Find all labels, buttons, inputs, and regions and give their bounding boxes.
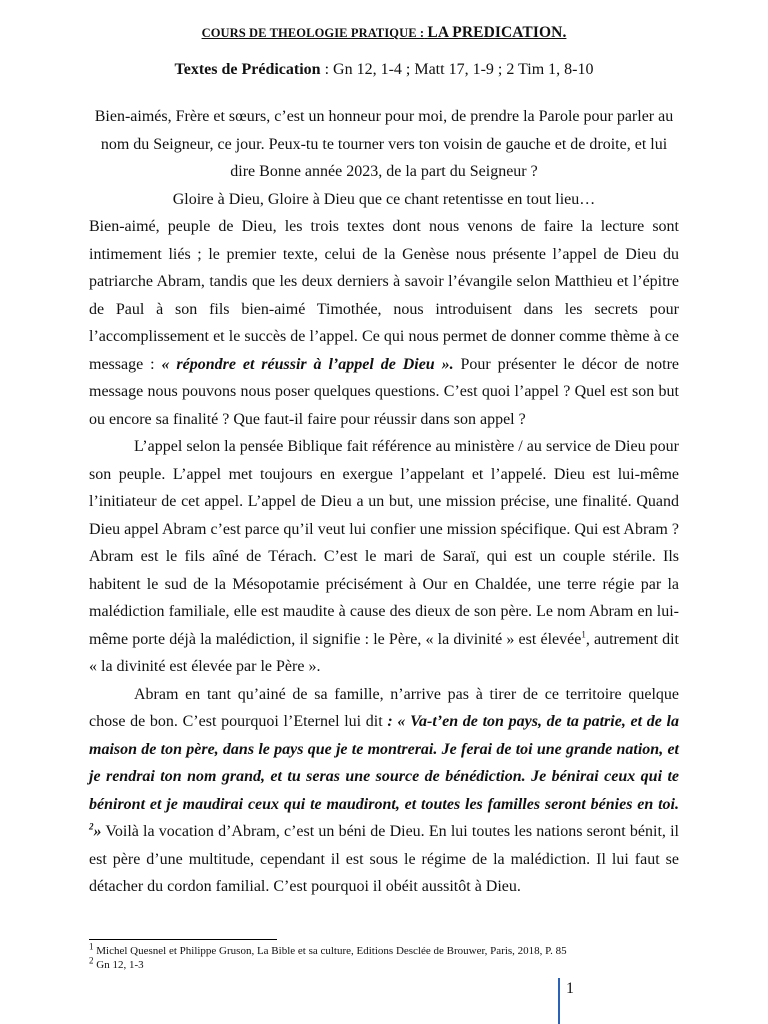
paragraph-themes-tail: Pour présenter le décor de notre message nous pouvons nous poser quelques questions. C’est quoi l’appel ? Quel est son but ou encore sa finalité ? Que faut-il faire pour réussir dans son appel ? xyxy=(89,355,679,428)
page-number-bar xyxy=(558,978,560,1024)
glory-line: Gloire à Dieu, Gloire à Dieu que ce chant retentisse en tout lieu… xyxy=(172,190,596,208)
scripture-quote-text: : « Va-t’en de ton pays, de ta patrie, et de la maison de ton père, dans le pays que je te montrerai. Je ferai de toi une grande nation, et je rendrai ton nom grand, et tu seras une source de bénédiction. Je bénirai ceux qui te béniront et je maudirai ceux qui te maudiront, et toutes les familles seront bénies en toi. xyxy=(89,713,679,813)
preaching-texts-refs: : Gn 12, 1-4 ; Matt 17, 1-9 ; 2 Tim 1, 8-10 xyxy=(320,61,594,78)
footnote-2-text: Gn 12, 1-3 xyxy=(93,959,144,971)
paragraph-abram xyxy=(89,681,679,901)
course-subject: LA PREDICATION. xyxy=(427,24,567,41)
paragraph-calling-text: L’appel selon la pensée Biblique fait référence au ministère / au service de Dieu pour son peuple. L’appel met toujours en exergue l’appelant et l’appelé. Dieu est lui-même l’initiateur de cet appel. L’appel de Dieu a un but, une mission précise, une finalité. Quand Dieu appel Abram c’est parce qu’il veut lui confier une mission spécifique. Qui est Abram ? Abram est le fils aîné de Térach. C’est le mari de Saraï, qui est un couple stérile. Ils habitent le sud de la Mésopotamie précisément à Our en Chaldée, une terre régie par la malédiction familiale, elle est maudite à cause des dieux de son père. Le nom Abram en lui-même porte déjà la malédiction, il signifie : le Père, « la divinité » est élevée xyxy=(89,438,679,648)
footnote-ref-1: 1 xyxy=(581,629,586,640)
scripture-quote-close: » xyxy=(93,823,102,840)
paragraph-calling-tail: , autrement dit « la divinité est élevée par le Père ». xyxy=(89,630,680,675)
paragraph-themes xyxy=(89,213,679,433)
footnote-ref-2: 2 xyxy=(89,821,94,832)
scripture-quote xyxy=(89,713,679,840)
paragraph-calling xyxy=(89,433,679,681)
preaching-texts-label: Textes de Prédication xyxy=(174,61,321,78)
footnotes xyxy=(89,941,709,972)
footnote-1-text: Michel Quesnel et Philippe Gruson, La Bible et sa culture, Editions Desclée de Brouwer, Paris, 2018, P. 85 xyxy=(93,945,567,957)
sermon-theme: « répondre et réussir à l’appel de Dieu ». xyxy=(161,355,454,373)
intro-paragraph: Bien-aimés, Frère et sœurs, c’est un honneur pour moi, de prendre la Parole pour parler au nom du Seigneur, ce jour. Peux-tu te tourner vers ton voisin de gauche et de droite, et lui dire Bonne année 2023, de la part du Seigneur ? xyxy=(94,108,674,180)
course-header xyxy=(0,24,768,42)
preaching-texts-line xyxy=(0,61,768,79)
paragraph-abram-text: Abram en tant qu’ainé de sa famille, n’arrive pas à tirer de ce territoire quelque chose de bon. C’est pourquoi l’Eternel lui dit xyxy=(89,685,679,730)
footnote-separator xyxy=(89,939,277,940)
paragraph-abram-tail: Voilà la vocation d’Abram, c’est un béni de Dieu. En lui toutes les nations seront bénit, il est père d’une multitude, cependant il est sous le régime de la malédiction. Il lui faut se détacher du cordon familial. C’est pourquoi il obéit aussitôt à Dieu. xyxy=(89,823,679,895)
footnote-1-number: 1 xyxy=(89,941,94,952)
footnote-1 xyxy=(89,941,709,958)
paragraph-themes-text: Bien-aimé, peuple de Dieu, les trois textes dont nous venons de faire la lecture sont intimement liés ; le premier texte, celui de la Genèse nous présente l’appel de Dieu du patriarche Abram, tandis que les deux derniers à savoir l’évangile selon Matthieu et l’épitre de Paul à son fils bien-aimé Timothée, nous introduisent dans les secrets pour l’accomplissement et le succès de l’appel. Ce qui nous permet de donner comme thème à ce message : xyxy=(89,218,679,373)
sermon-body xyxy=(89,103,679,901)
page-number: 1 xyxy=(566,980,574,997)
footnote-2-number: 2 xyxy=(89,955,94,966)
footnote-2 xyxy=(89,955,709,972)
course-label: COURS DE THEOLOGIE PRATIQUE : xyxy=(201,26,425,40)
